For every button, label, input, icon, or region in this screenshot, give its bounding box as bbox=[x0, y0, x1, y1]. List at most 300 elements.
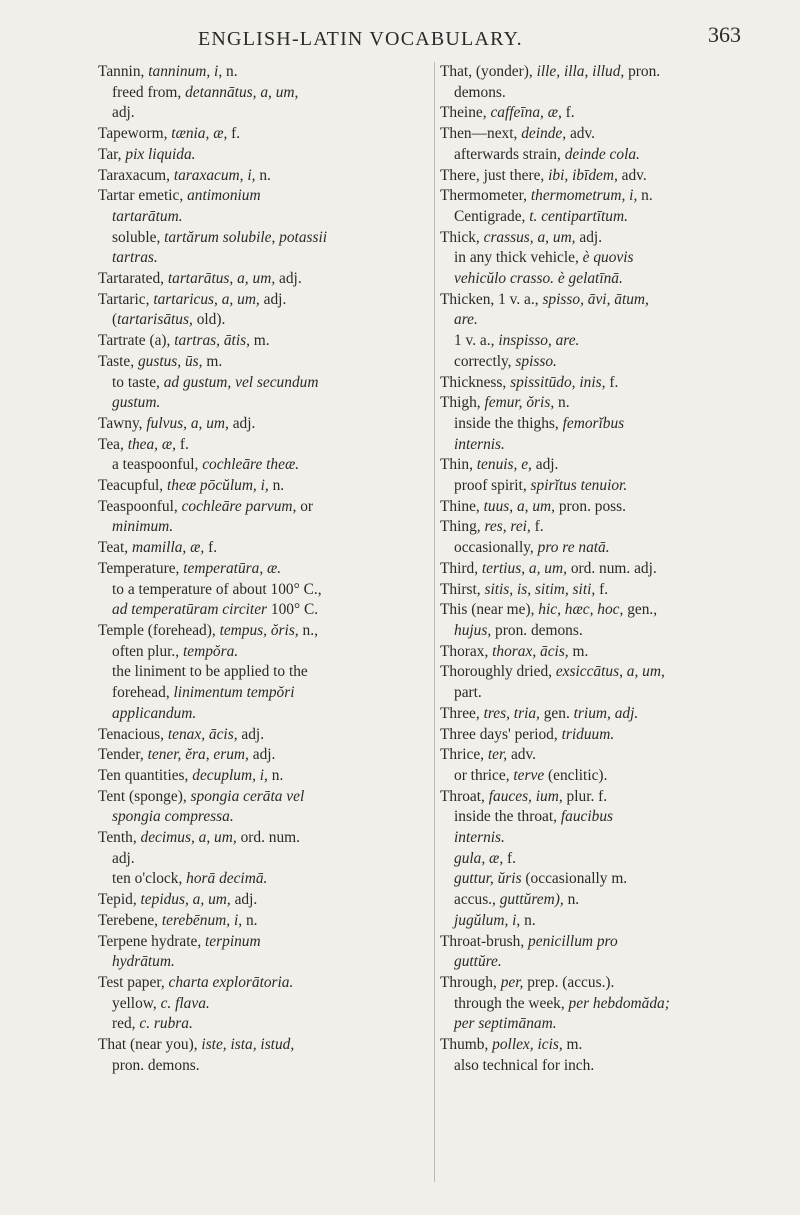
right_column-entry-line bbox=[440, 621, 772, 642]
latin-term: tempus, ŏris, bbox=[219, 621, 299, 639]
english-text: adj. bbox=[112, 849, 135, 867]
english-text: Temperature, bbox=[98, 559, 184, 577]
latin-term: fauces, ium, bbox=[488, 787, 563, 805]
right_column-entry-line bbox=[440, 642, 772, 663]
latin-term: cochleāre theæ. bbox=[202, 456, 300, 474]
latin-term: trium, adj. bbox=[573, 704, 639, 722]
left_column-entry-line bbox=[98, 435, 428, 456]
latin-term: theæ pōcŭlum, i, bbox=[167, 477, 269, 495]
right_column-entry-line bbox=[440, 828, 772, 849]
latin-term: ibi, ibīdem, bbox=[548, 166, 618, 184]
latin-term: charta explorātoria. bbox=[168, 973, 294, 991]
english-text: Tartar emetic, bbox=[98, 187, 188, 205]
latin-term: gustus, ūs, bbox=[137, 352, 203, 370]
latin-term: hydrātum. bbox=[112, 953, 175, 971]
left_column-entry-line bbox=[98, 725, 428, 746]
grammar-note: adj. bbox=[259, 290, 287, 308]
right_column-entry-line bbox=[440, 62, 772, 83]
latin-term: tartarātum. bbox=[112, 207, 183, 225]
latin-term: thorax, ācis, bbox=[492, 642, 569, 660]
latin-term: deinde cola. bbox=[564, 145, 640, 163]
left_column-entry-line bbox=[98, 580, 428, 601]
english-text: Thumb, bbox=[440, 1036, 493, 1054]
latin-term: guttŭrem), bbox=[499, 891, 564, 909]
right_column-entry-line bbox=[440, 766, 772, 787]
left_column-entry-line bbox=[98, 911, 428, 932]
english-text: to taste, bbox=[112, 373, 164, 391]
english-text: part. bbox=[454, 684, 482, 702]
right_column-entry-line bbox=[440, 1014, 772, 1035]
right_column-entry-line bbox=[440, 600, 772, 621]
grammar-note: f. bbox=[503, 849, 516, 867]
latin-term: t. centipartītum. bbox=[529, 207, 628, 225]
english-text: pron. demons. bbox=[112, 1056, 200, 1074]
english-text: inside the throat, bbox=[454, 808, 561, 826]
left_column-entry-line bbox=[98, 849, 428, 870]
latin-term: decuplum, i, bbox=[192, 766, 268, 784]
left_column-entry-line bbox=[98, 103, 428, 124]
latin-term: spisso. bbox=[515, 352, 557, 370]
english-text: Tepid, bbox=[98, 891, 141, 909]
english-text: Thickness, bbox=[440, 373, 511, 391]
english-text: Thin, bbox=[440, 456, 477, 474]
right_column-entry-line bbox=[440, 373, 772, 394]
english-text: the liniment to be applied to the bbox=[112, 663, 308, 681]
latin-term: ter, bbox=[487, 746, 508, 764]
left_column-entry-line bbox=[98, 745, 428, 766]
left_column-entry-line bbox=[98, 621, 428, 642]
latin-term: spissitūdo, inis, bbox=[510, 373, 606, 391]
left_column-entry-line bbox=[98, 1056, 428, 1077]
latin-term: applicandum. bbox=[112, 704, 197, 722]
grammar-note: n. bbox=[637, 187, 653, 205]
grammar-note: n. bbox=[222, 63, 238, 80]
latin-term: terebēnum, i, bbox=[161, 911, 243, 929]
right_column-entry-line bbox=[440, 849, 772, 870]
grammar-note: prep. (accus.). bbox=[523, 973, 615, 991]
english-text: forehead, bbox=[112, 684, 174, 702]
left_column-entry-line bbox=[98, 1014, 428, 1035]
latin-term: guttur, ŭris bbox=[454, 870, 522, 888]
latin-term: res, rei, bbox=[484, 518, 531, 536]
left_column-entry-line bbox=[98, 787, 428, 808]
right_column-entry-line bbox=[440, 103, 772, 124]
latin-term: horā decimā. bbox=[186, 870, 268, 888]
right_column-entry-line bbox=[440, 269, 772, 290]
right_column-entry-line bbox=[440, 911, 772, 932]
left_column-entry-line bbox=[98, 476, 428, 497]
left_column-entry-line bbox=[98, 766, 428, 787]
grammar-note: 100° C. bbox=[267, 601, 319, 619]
right_column-entry-line bbox=[440, 166, 772, 187]
latin-term: tartras, ātis, bbox=[174, 332, 250, 350]
latin-term: tertius, a, um, bbox=[481, 559, 567, 577]
english-text: Thick, bbox=[440, 228, 484, 246]
right_column-entry-line bbox=[440, 745, 772, 766]
grammar-note: ord. num. bbox=[236, 829, 300, 847]
running-title: ENGLISH-LATIN VOCABULARY. bbox=[198, 28, 523, 50]
left_column-entry-line bbox=[98, 414, 428, 435]
latin-term: triduum. bbox=[561, 725, 615, 743]
right_column-entry-line bbox=[440, 1056, 772, 1077]
latin-term: ille, illa, illud, bbox=[536, 63, 625, 80]
right_column-entry-line bbox=[440, 704, 772, 725]
left_column-entry-line bbox=[98, 1035, 428, 1056]
grammar-note: n. bbox=[554, 394, 570, 412]
grammar-note: adj. bbox=[237, 725, 265, 743]
grammar-note: f. bbox=[204, 539, 218, 557]
latin-term: tartărum solubile, potassii bbox=[164, 228, 328, 246]
grammar-note: adv. bbox=[566, 125, 596, 143]
latin-term: are. bbox=[454, 311, 478, 329]
english-text: ( bbox=[112, 311, 118, 329]
latin-term: exsiccātus, a, um, bbox=[555, 663, 665, 681]
page-number: 363 bbox=[708, 22, 741, 47]
english-text: Three, bbox=[440, 704, 484, 722]
english-text: Thrice, bbox=[440, 746, 488, 764]
right_column-entry-line bbox=[440, 662, 772, 683]
english-text: Tartarated, bbox=[98, 270, 168, 288]
left_column-entry-line bbox=[98, 290, 428, 311]
left-column bbox=[98, 62, 428, 1182]
latin-term: terpinum bbox=[205, 932, 261, 950]
left_column-entry-line bbox=[98, 642, 428, 663]
english-text: Tenth, bbox=[98, 829, 141, 847]
left_column-entry-line bbox=[98, 973, 428, 994]
right_column-entry-line bbox=[440, 973, 772, 994]
english-text: often plur., bbox=[112, 642, 183, 660]
latin-term: deinde, bbox=[521, 125, 567, 143]
english-text: Tar, bbox=[98, 145, 126, 163]
english-text: yellow, bbox=[112, 994, 161, 1012]
page-header bbox=[0, 16, 800, 56]
latin-term: per hebdomăda; bbox=[568, 994, 670, 1012]
latin-term: caffeīna, æ, bbox=[490, 104, 562, 122]
grammar-note: adj. bbox=[228, 414, 256, 432]
latin-term: pix liquida. bbox=[125, 145, 196, 163]
english-text: There, just there, bbox=[440, 166, 549, 184]
english-text: Thirst, bbox=[440, 580, 485, 598]
latin-term: minimum. bbox=[112, 518, 174, 536]
english-text: Terebene, bbox=[98, 911, 162, 929]
grammar-note: m. bbox=[202, 352, 223, 370]
english-text: Thine, bbox=[440, 497, 484, 515]
grammar-note: or bbox=[296, 497, 314, 515]
latin-term: tænia, æ, bbox=[171, 125, 228, 143]
latin-term: tres, tria, bbox=[483, 704, 540, 722]
latin-term: tenax, ācis, bbox=[167, 725, 238, 743]
grammar-note: f. bbox=[561, 104, 575, 122]
left_column-entry-line bbox=[98, 994, 428, 1015]
latin-term: tepidus, a, um, bbox=[140, 891, 231, 909]
english-text: Tenacious, bbox=[98, 725, 168, 743]
right_column-entry-line bbox=[440, 248, 772, 269]
left_column-entry-line bbox=[98, 331, 428, 352]
left_column-entry-line bbox=[98, 455, 428, 476]
grammar-note: (occasionally m. bbox=[521, 870, 628, 888]
left_column-entry-line bbox=[98, 932, 428, 953]
english-text: Then—next, bbox=[440, 125, 522, 143]
latin-term: ad gustum, vel secundum bbox=[163, 373, 319, 391]
latin-term: spirĭtus tenuior. bbox=[530, 477, 628, 495]
latin-term: tartarātus, a, um, bbox=[167, 270, 276, 288]
latin-term: ad temperatūram circiter bbox=[112, 601, 268, 619]
latin-term: penicillum pro bbox=[528, 932, 618, 950]
latin-term: hujus, bbox=[454, 621, 492, 639]
english-text: proof spirit, bbox=[454, 477, 531, 495]
right_column-entry-line bbox=[440, 517, 772, 538]
right_column-entry-line bbox=[440, 994, 772, 1015]
english-text: Centigrade, bbox=[454, 207, 530, 225]
latin-term: crassus, a, um, bbox=[483, 228, 576, 246]
english-text: Thorax, bbox=[440, 642, 493, 660]
english-text: Throat, bbox=[440, 787, 489, 805]
right_column-entry-line bbox=[440, 393, 772, 414]
left_column-entry-line bbox=[98, 269, 428, 290]
latin-term: iste, ista, istud, bbox=[201, 1036, 295, 1054]
english-text: Thing, bbox=[440, 518, 485, 536]
right_column-entry-line bbox=[440, 331, 772, 352]
grammar-note: gen. bbox=[539, 704, 574, 722]
right_column-entry-line bbox=[440, 310, 772, 331]
grammar-note: adj. bbox=[275, 270, 302, 288]
latin-term: c. rubra. bbox=[139, 1015, 193, 1033]
left_column-entry-line bbox=[98, 310, 428, 331]
left_column-entry-line bbox=[98, 683, 428, 704]
grammar-note: gen., bbox=[623, 601, 658, 619]
english-text: afterwards strain, bbox=[454, 145, 565, 163]
latin-term: taraxacum, i, bbox=[173, 166, 256, 184]
english-text: Temple (forehead), bbox=[98, 621, 220, 639]
english-text: Taraxacum, bbox=[98, 166, 174, 184]
english-text: Thoroughly dried, bbox=[440, 663, 556, 681]
latin-term: tartaricus, a, um, bbox=[153, 290, 260, 308]
left_column-entry-line bbox=[98, 807, 428, 828]
right_column-entry-line bbox=[440, 890, 772, 911]
left_column-entry-line bbox=[98, 145, 428, 166]
right_column-entry-line bbox=[440, 207, 772, 228]
latin-term: tener, ĕra, erum, bbox=[147, 746, 249, 764]
left_column-entry-line bbox=[98, 559, 428, 580]
latin-term: tenuis, e, bbox=[476, 456, 532, 474]
latin-term: temperatūra, æ. bbox=[183, 559, 282, 577]
latin-term: tartarisātus, bbox=[117, 311, 193, 329]
latin-term: gustum. bbox=[112, 394, 161, 412]
grammar-note: pron. poss. bbox=[555, 497, 626, 515]
right_column-entry-line bbox=[440, 952, 772, 973]
latin-term: tanninum, i, bbox=[148, 63, 223, 80]
right_column-entry-line bbox=[440, 290, 772, 311]
latin-term: per septimānam. bbox=[454, 1015, 557, 1033]
latin-term: è quovis bbox=[582, 249, 634, 267]
right_column-entry-line bbox=[440, 83, 772, 104]
column-divider bbox=[434, 62, 435, 1182]
right_column-entry-line bbox=[440, 787, 772, 808]
latin-term: femorĭbus bbox=[562, 414, 625, 432]
latin-term: inspisso, are. bbox=[498, 332, 580, 350]
english-text: to a temperature of about 100° C., bbox=[112, 580, 322, 598]
left_column-entry-line bbox=[98, 497, 428, 518]
latin-term: jugŭlum, i, bbox=[454, 911, 521, 929]
right_column-entry-line bbox=[440, 807, 772, 828]
english-text: Ten quantities, bbox=[98, 766, 193, 784]
grammar-note: ord. num. adj. bbox=[566, 559, 657, 577]
latin-term: thea, æ, bbox=[127, 435, 176, 453]
grammar-note: n. bbox=[267, 766, 284, 784]
grammar-note: adj. bbox=[248, 746, 276, 764]
right_column-entry-line bbox=[440, 228, 772, 249]
right_column-entry-line bbox=[440, 497, 772, 518]
english-text: Tea, bbox=[98, 435, 128, 453]
grammar-note: f. bbox=[176, 435, 189, 453]
latin-term: gula, æ, bbox=[454, 849, 504, 867]
english-text: 1 v. a., bbox=[454, 332, 499, 350]
grammar-note: f. bbox=[595, 580, 609, 598]
right_column-entry-line bbox=[440, 352, 772, 373]
latin-term: thermometrum, i, bbox=[530, 187, 638, 205]
left_column-entry-line bbox=[98, 83, 428, 104]
english-text: Through, bbox=[440, 973, 501, 991]
english-text: Tent (sponge), bbox=[98, 787, 191, 805]
english-text: Tartaric, bbox=[98, 290, 154, 308]
english-text: Tender, bbox=[98, 746, 148, 764]
latin-term: decimus, a, um, bbox=[140, 829, 237, 847]
english-text: Teacupful, bbox=[98, 477, 168, 495]
latin-term: linimentum tempŏri bbox=[173, 684, 295, 702]
right_column-entry-line bbox=[440, 145, 772, 166]
left_column-entry-line bbox=[98, 186, 428, 207]
latin-term: pro re natā. bbox=[537, 539, 610, 557]
english-text: demons. bbox=[454, 83, 506, 101]
english-text: That, (yonder), bbox=[440, 63, 537, 80]
left_column-entry-line bbox=[98, 952, 428, 973]
right_column-entry-line bbox=[440, 683, 772, 704]
latin-term: internis. bbox=[454, 435, 505, 453]
right_column-entry-line bbox=[440, 186, 772, 207]
english-text: That (near you), bbox=[98, 1036, 202, 1054]
latin-term: tempŏra. bbox=[182, 642, 239, 660]
left_column-entry-line bbox=[98, 124, 428, 145]
right_column-entry-line bbox=[440, 1035, 772, 1056]
latin-term: fulvus, a, um, bbox=[146, 414, 229, 432]
left_column-entry-line bbox=[98, 166, 428, 187]
grammar-note: adj. bbox=[531, 456, 559, 474]
latin-term: internis. bbox=[454, 829, 505, 847]
english-text: in any thick vehicle, bbox=[454, 249, 583, 267]
english-text: Teaspoonful, bbox=[98, 497, 182, 515]
left_column-entry-line bbox=[98, 517, 428, 538]
left_column-entry-line bbox=[98, 538, 428, 559]
latin-term: cochleāre parvum, bbox=[181, 497, 297, 515]
english-text: Thigh, bbox=[440, 394, 485, 412]
english-text: Taste, bbox=[98, 352, 138, 370]
latin-term: guttŭre. bbox=[454, 953, 502, 971]
english-text: Terpene hydrate, bbox=[98, 932, 206, 950]
left_column-entry-line bbox=[98, 373, 428, 394]
english-text: a teaspoonful, bbox=[112, 456, 203, 474]
right_column-entry-line bbox=[440, 435, 772, 456]
right_column-entry-line bbox=[440, 869, 772, 890]
latin-term: antimonium bbox=[187, 187, 261, 205]
english-text: Three days' period, bbox=[440, 725, 562, 743]
left_column-entry-line bbox=[98, 869, 428, 890]
right_column-entry-line bbox=[440, 580, 772, 601]
english-text: Test paper, bbox=[98, 973, 169, 991]
left_column-entry-line bbox=[98, 248, 428, 269]
english-text: freed from, bbox=[112, 83, 186, 101]
english-text: through the week, bbox=[454, 994, 569, 1012]
english-text: Thermometer, bbox=[440, 187, 531, 205]
latin-term: femur, ŏris, bbox=[484, 394, 555, 412]
latin-term: c. flava. bbox=[160, 994, 210, 1012]
grammar-note: f. bbox=[605, 373, 619, 391]
grammar-note: m. bbox=[568, 642, 589, 660]
latin-term: spongia cerāta vel bbox=[190, 787, 305, 805]
grammar-note: n., bbox=[298, 621, 318, 639]
left_column-entry-line bbox=[98, 704, 428, 725]
grammar-note: n. bbox=[563, 891, 580, 909]
english-text: Teat, bbox=[98, 539, 132, 557]
left_column-entry-line bbox=[98, 600, 428, 621]
left_column-entry-line bbox=[98, 352, 428, 373]
english-text: Third, bbox=[440, 559, 482, 577]
english-text: adj. bbox=[112, 104, 135, 122]
right_column-entry-line bbox=[440, 932, 772, 953]
right_column-entry-line bbox=[440, 559, 772, 580]
grammar-note: f. bbox=[227, 125, 241, 143]
latin-term: mamilla, æ, bbox=[131, 539, 205, 557]
english-text: Tapeworm, bbox=[98, 125, 172, 143]
english-text: Theine, bbox=[440, 104, 491, 122]
english-text: occasionally, bbox=[454, 539, 538, 557]
left_column-entry-line bbox=[98, 828, 428, 849]
right-column bbox=[440, 62, 772, 1182]
english-text: accus., bbox=[454, 891, 500, 909]
grammar-note: n. bbox=[242, 911, 258, 929]
latin-term: spisso, āvi, ātum, bbox=[542, 290, 649, 308]
right_column-entry-line bbox=[440, 124, 772, 145]
english-text: Throat-brush, bbox=[440, 932, 529, 950]
english-text: ten o'clock, bbox=[112, 870, 187, 888]
latin-term: faucibus bbox=[560, 808, 614, 826]
grammar-note: pron. bbox=[624, 63, 661, 80]
right_column-entry-line bbox=[440, 476, 772, 497]
grammar-note: plur. f. bbox=[562, 787, 608, 805]
english-text: correctly, bbox=[454, 352, 516, 370]
left_column-entry-line bbox=[98, 228, 428, 249]
english-text: Tawny, bbox=[98, 414, 147, 432]
grammar-note: m. bbox=[562, 1036, 583, 1054]
grammar-note: adv. bbox=[617, 166, 647, 184]
latin-term: pollex, icis, bbox=[492, 1036, 563, 1054]
latin-term: detannātus, a, um, bbox=[185, 83, 299, 101]
grammar-note: n. bbox=[268, 477, 285, 495]
left_column-entry-line bbox=[98, 62, 428, 83]
english-text: also technical for inch. bbox=[454, 1056, 595, 1074]
grammar-note: pron. demons. bbox=[491, 621, 583, 639]
grammar-note: m. bbox=[249, 332, 270, 350]
english-text: inside the thighs, bbox=[454, 414, 563, 432]
english-text: soluble, bbox=[112, 228, 165, 246]
right_column-entry-line bbox=[440, 414, 772, 435]
english-text: Tartrate (a), bbox=[98, 332, 175, 350]
grammar-note: adj. bbox=[230, 891, 258, 909]
left_column-entry-line bbox=[98, 890, 428, 911]
grammar-note: adj. bbox=[575, 228, 603, 246]
latin-term: terve bbox=[513, 766, 545, 784]
english-text: or thrice, bbox=[454, 766, 514, 784]
english-text: Thicken, 1 v. a., bbox=[440, 290, 543, 308]
